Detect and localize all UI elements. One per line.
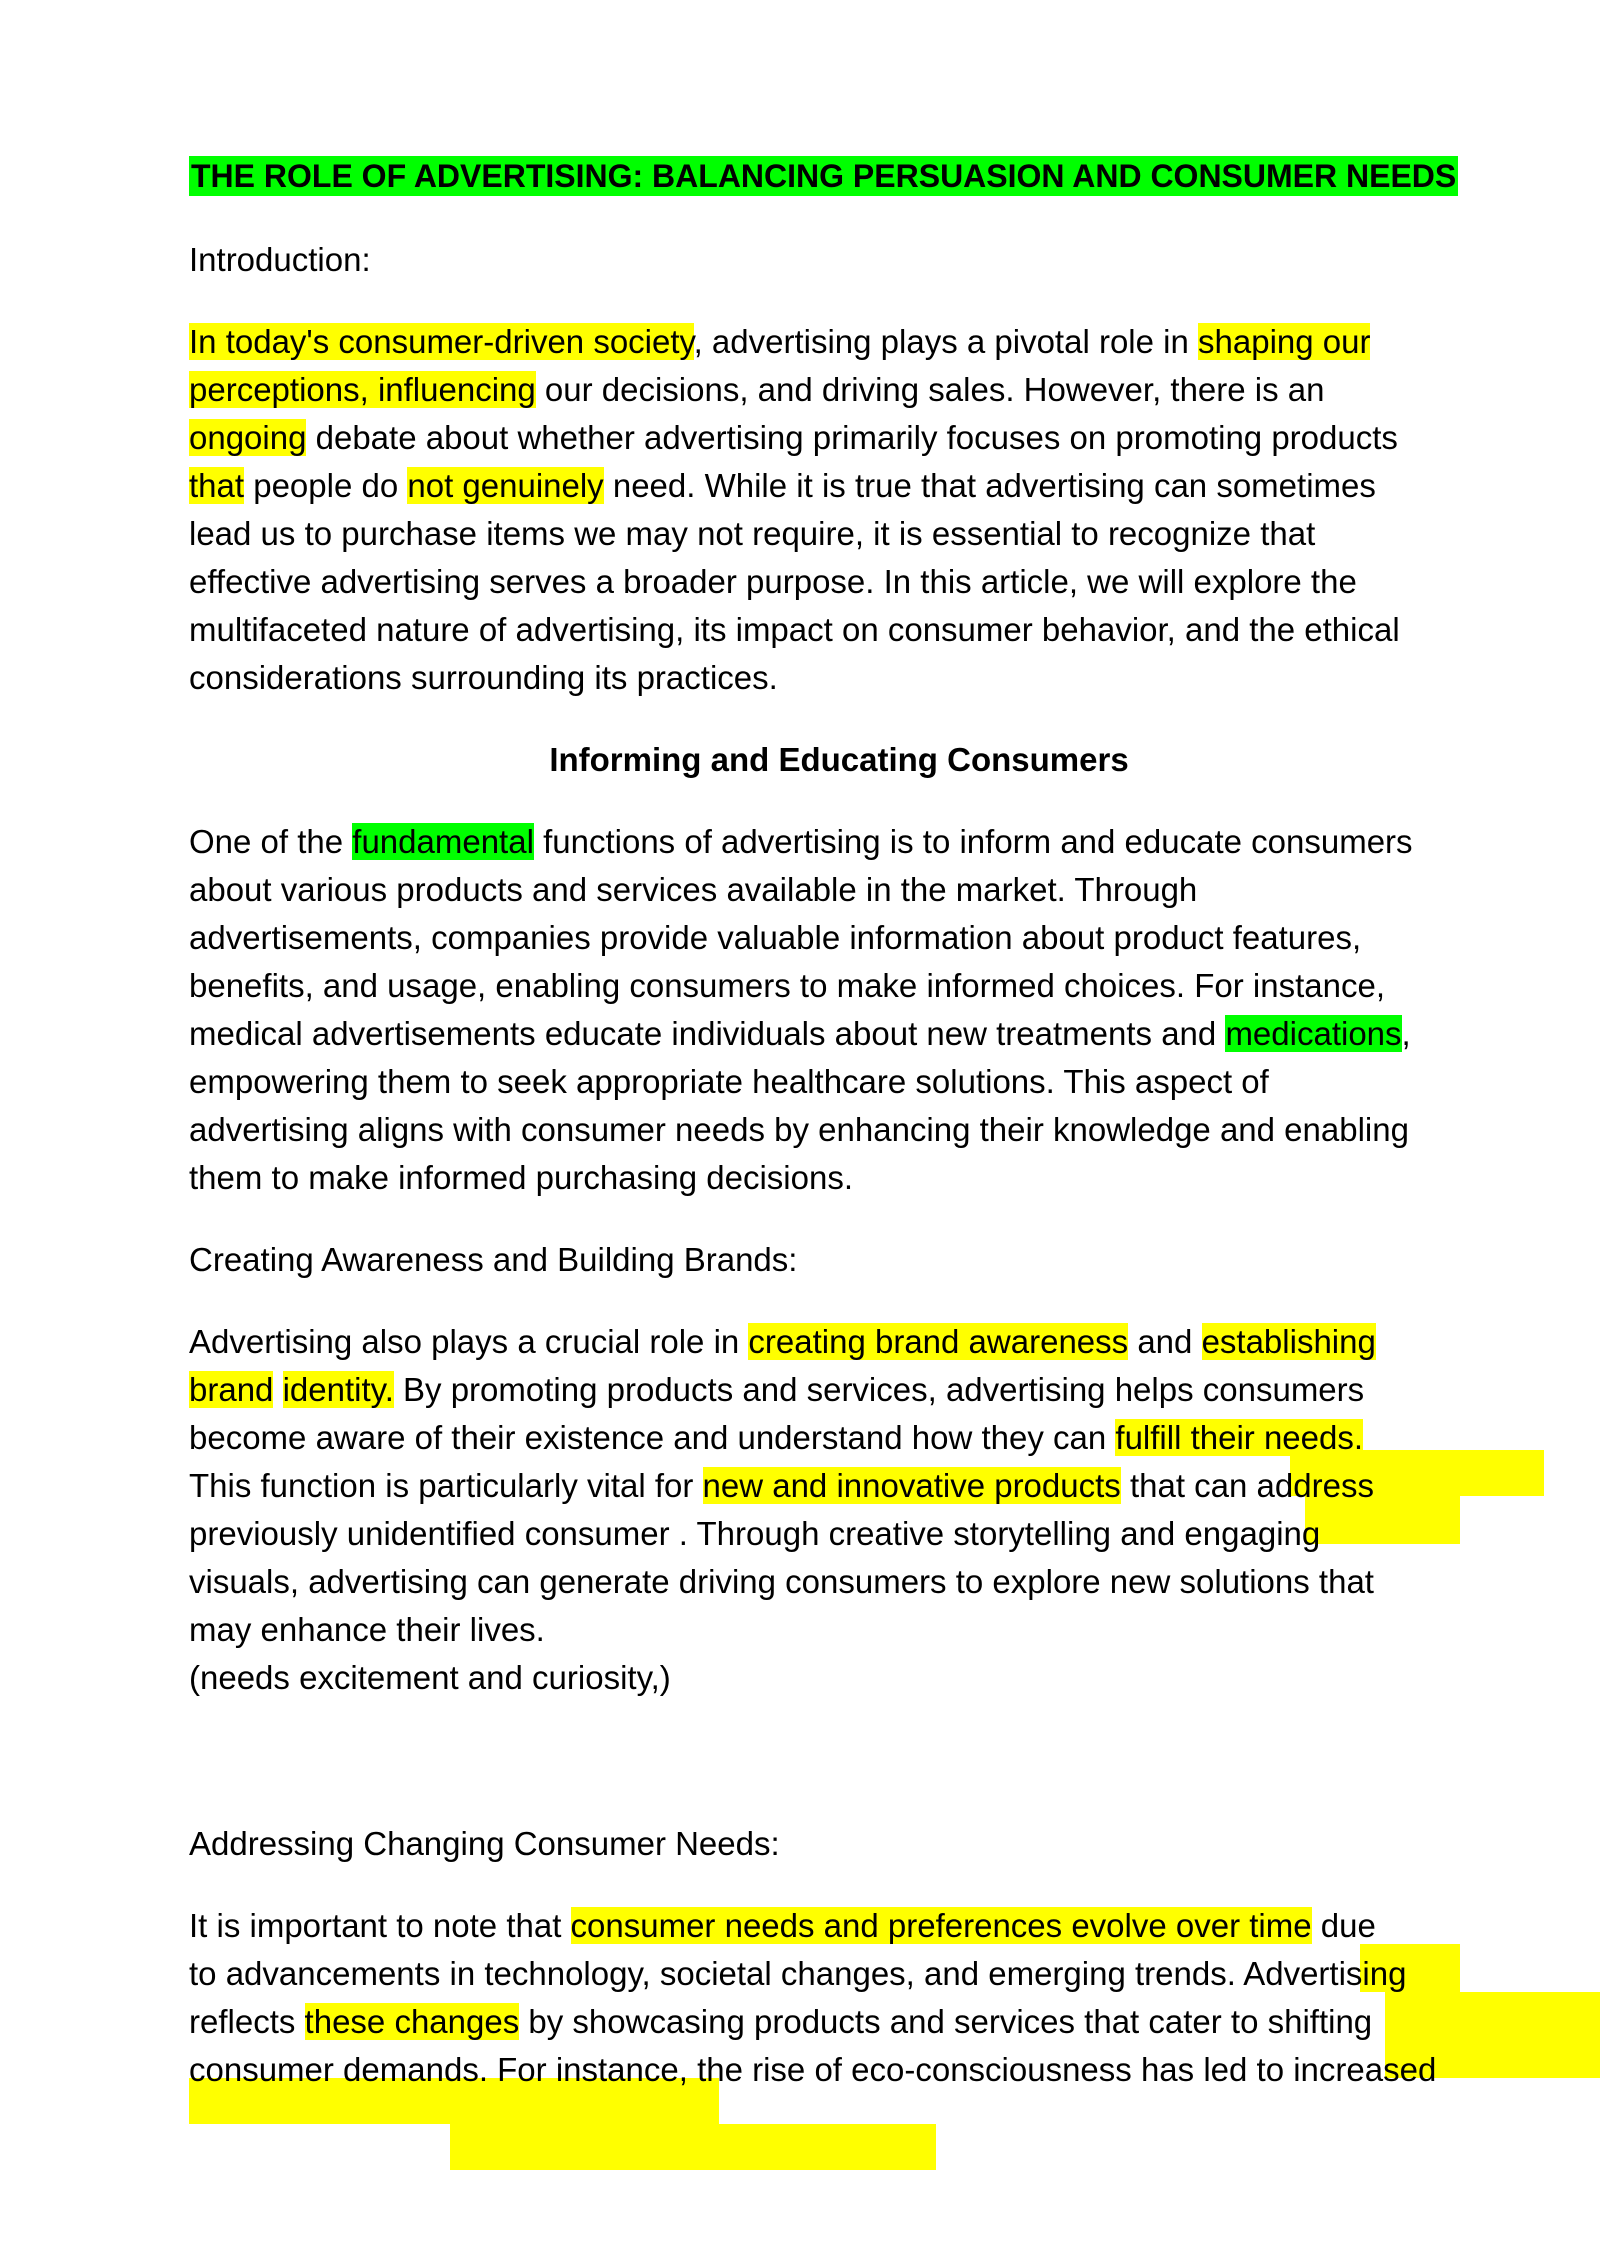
section2-line [189, 1462, 1489, 1510]
section3-line: consumer demands. For instance, the rise of eco-consciousness has led to increased [189, 2051, 1437, 2088]
highlighted-text: new and innovative products [702, 1467, 1121, 1504]
section2-line: visuals, advertising can generate driving consumers to explore new solutions that [189, 1563, 1374, 1600]
document-title [189, 152, 1489, 200]
section3-line [189, 1902, 1489, 1950]
highlighted-text: consumer needs and preferences evolve over time [570, 1907, 1312, 1944]
section1-line: advertising aligns with consumer needs by enhancing their knowledge and enabling [189, 1111, 1409, 1148]
text-run: Advertising also plays a crucial role in [189, 1323, 749, 1360]
text-run: debate about whether advertising primarily focuses on promoting products [306, 419, 1398, 456]
section1-line [189, 818, 1489, 866]
intro-heading [189, 236, 1489, 284]
text-run: our decisions, and [535, 371, 813, 408]
text-run: people do [244, 467, 408, 504]
text-run: driving sales. However, there is an [812, 371, 1325, 408]
section1-line: them to make informed purchasing decisions. [189, 1159, 853, 1196]
text-run: become aware of their existence and understand how they can [189, 1419, 1116, 1456]
text-run: One of the [189, 823, 353, 860]
highlighted-text: establishing [1201, 1323, 1376, 1360]
section2-line: previously unidentified consumer . Through creative storytelling and engaging [189, 1515, 1321, 1552]
section1-line [189, 1010, 1489, 1058]
highlighted-text: not genuinely [407, 467, 604, 504]
intro-heading-text: Introduction: [189, 241, 371, 278]
section1-line: advertisements, companies provide valuable information about product features, [189, 919, 1362, 956]
section1-line: empowering them to seek appropriate healthcare solutions. This aspect of [189, 1063, 1269, 1100]
text-run: need. While it is true that advertising can sometimes [603, 467, 1376, 504]
section1-line: about various products and services available in the market. Through [189, 871, 1198, 908]
highlighted-text: that [189, 467, 245, 504]
highlighted-text: perceptions, influencing [189, 371, 536, 408]
text-run: by showcasing products and services that cater to shifting [519, 2003, 1373, 2040]
section2-heading-text: Creating Awareness and Building Brands: [189, 1241, 798, 1278]
section2-line [189, 1366, 1489, 1414]
text-run: reflects [189, 2003, 305, 2040]
intro-line [189, 414, 1489, 462]
intro-line: considerations surrounding its practices. [189, 659, 778, 696]
text-run: , advertising plays a pivotal role in [693, 323, 1199, 360]
section1-line: benefits, and usage, enabling consumers to make informed choices. For instance, [189, 967, 1385, 1004]
section2-paragraph [189, 1318, 1489, 1702]
title-text: THE ROLE OF ADVERTISING: BALANCING PERSUASION AND CONSUMER NEEDS [191, 158, 1457, 194]
text-run: that can address [1120, 1467, 1374, 1504]
text-run: , [1401, 1015, 1411, 1052]
section3-heading [189, 1820, 1489, 1868]
text-run: By promoting products and services, advertising helps consumers [393, 1371, 1365, 1408]
text-run: functions of advertising is to inform and educate consumers [533, 823, 1413, 860]
section2-line: may enhance their lives. [189, 1611, 545, 1648]
section2-line [189, 1414, 1489, 1462]
intro-line: effective advertising serves a broader purpose. In this article, we will explore the [189, 563, 1357, 600]
intro-paragraph [189, 318, 1489, 702]
text-run: due [1311, 1907, 1376, 1944]
text-run [273, 1371, 282, 1408]
section3-heading-text: Addressing Changing Consumer Needs: [189, 1825, 780, 1862]
highlighted-text: identity. [282, 1371, 394, 1408]
section3-paragraph [189, 1902, 1489, 2094]
intro-line: lead us to purchase items we may not require, it is essential to recognize that [189, 515, 1316, 552]
highlighted-text: these changes [304, 2003, 520, 2040]
section2-line [189, 1318, 1489, 1366]
section1-heading-text: Informing and Educating Consumers [549, 741, 1129, 778]
highlighted-text: brand [189, 1371, 274, 1408]
highlighted-text: ongoing [189, 419, 307, 456]
highlighted-text: creating brand awareness [748, 1323, 1129, 1360]
text-run: It is important to note that [189, 1907, 571, 1944]
highlighted-text: In today's consumer-driven society [189, 323, 694, 360]
intro-line: multifaceted nature of advertising, its impact on consumer behavior, and the ethical [189, 611, 1400, 648]
highlighted-text: shaping our [1198, 323, 1371, 360]
section3-line [189, 1998, 1489, 2046]
section1-heading [189, 736, 1489, 784]
section3-line: to advancements in technology, societal changes, and emerging trends. Advertising [189, 1955, 1407, 1992]
text-run: This function is particularly vital for [189, 1467, 703, 1504]
section1-paragraph [189, 818, 1489, 1202]
intro-line [189, 318, 1489, 366]
highlighted-text: fundamental [352, 823, 534, 860]
intro-line [189, 462, 1489, 510]
text-run: and [1128, 1323, 1202, 1360]
highlighted-text: medications [1225, 1015, 1402, 1052]
section2-line: (needs excitement and curiosity,) [189, 1659, 671, 1696]
section2-heading [189, 1236, 1489, 1284]
highlight-fragment [450, 2124, 936, 2170]
text-run: medical advertisements educate individuals about new treatments and [189, 1015, 1226, 1052]
intro-line [189, 366, 1489, 414]
highlighted-text: fulfill their needs. [1115, 1419, 1364, 1456]
